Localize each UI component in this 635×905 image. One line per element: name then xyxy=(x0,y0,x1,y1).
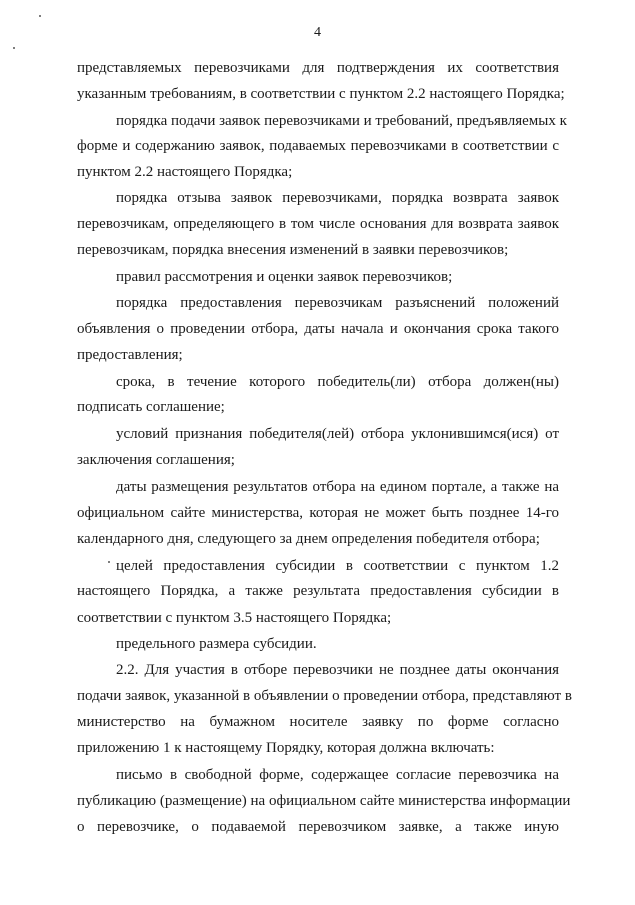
text-line: указанным требованиям, в соответствии с пунктом 2.2 настоящего Порядка; xyxy=(77,86,565,102)
text-line: о перевозчике, о подаваемой перевозчиком заявке, а также иную xyxy=(77,819,559,835)
text-line: официальном сайте министерства, которая не может быть позднее 14-го xyxy=(77,505,559,521)
text-line: приложению 1 к настоящему Порядку, которая должна включать: xyxy=(77,740,495,756)
text-line: порядка отзыва заявок перевозчиками, порядка возврата заявок xyxy=(116,190,559,206)
text-line: предельного размера субсидии. xyxy=(116,636,317,652)
text-line: подписать соглашение; xyxy=(77,399,225,415)
text-line: предоставления; xyxy=(77,347,183,363)
text-line: календарного дня, следующего за днем определения победителя отбора; xyxy=(77,531,540,547)
text-line: представляемых перевозчиками для подтверждения их соответствия xyxy=(77,60,559,76)
scan-speck xyxy=(108,561,110,563)
text-line: целей предоставления субсидии в соответствии с пунктом 1.2 xyxy=(116,558,559,574)
text-line: настоящего Порядка, а также результата предоставления субсидии в xyxy=(77,583,559,599)
text-line: перевозчикам, определяющего в том числе основания для возврата заявок xyxy=(77,216,559,232)
page-number: 4 xyxy=(314,25,321,40)
scan-speck xyxy=(13,47,15,49)
text-line: подачи заявок, указанной в объявлении о проведении отбора, представляют в xyxy=(77,688,572,704)
text-line: заключения соглашения; xyxy=(77,452,235,468)
text-line: правил рассмотрения и оценки заявок перевозчиков; xyxy=(116,269,453,285)
text-line: соответствии с пунктом 3.5 настоящего Порядка; xyxy=(77,610,392,626)
text-line: порядка предоставления перевозчикам разъяснений положений xyxy=(116,295,559,311)
text-line: даты размещения результатов отбора на едином портале, а также на xyxy=(116,479,559,495)
scan-speck xyxy=(39,15,41,17)
text-line: перевозчикам, порядка внесения изменений в заявки перевозчиков; xyxy=(77,242,509,258)
text-line: министерство на бумажном носителе заявку по форме согласно xyxy=(77,714,559,730)
text-line: условий признания победителя(лей) отбора уклонившимся(ися) от xyxy=(116,426,559,442)
text-line: форме и содержанию заявок, подаваемых перевозчиками в соответствии с xyxy=(77,138,559,154)
text-line: письмо в свободной форме, содержащее согласие перевозчика на xyxy=(116,767,559,783)
text-line: срока, в течение которого победитель(ли) отбора должен(ны) xyxy=(116,374,559,390)
text-line: публикацию (размещение) на официальном сайте министерства информации xyxy=(77,793,571,809)
text-line: пунктом 2.2 настоящего Порядка; xyxy=(77,164,293,180)
text-line: порядка подачи заявок перевозчиками и требований, предъявляемых к xyxy=(116,113,567,129)
text-line: объявления о проведении отбора, даты начала и окончания срока такого xyxy=(77,321,559,337)
text-line: 2.2. Для участия в отборе перевозчики не позднее даты окончания xyxy=(116,662,559,678)
